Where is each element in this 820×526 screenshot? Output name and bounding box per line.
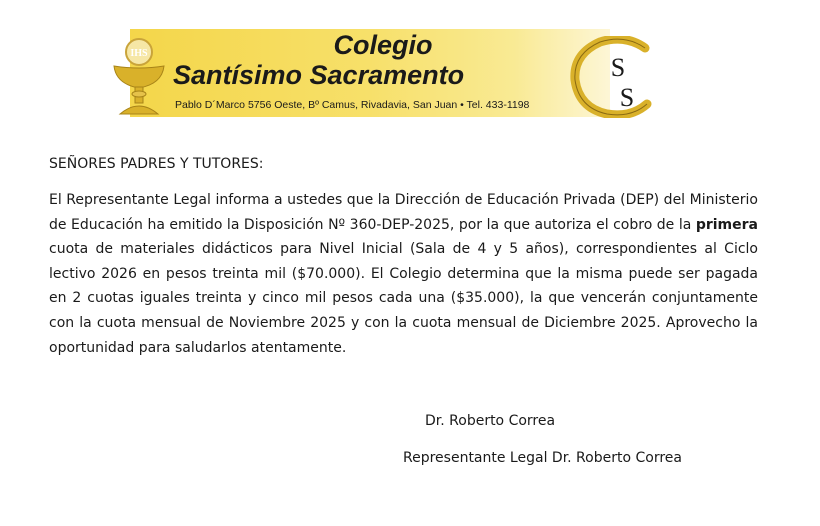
letter-body-bold: primera	[695, 216, 758, 233]
letter-body-part1: El Representante Legal informa a ustedes que la Dirección de Educación Privada (DEP) del Ministerio de Educación ha emitido la Disposición Nº 360-DEP-2025, por la que autoriza el cobro de la	[49, 192, 758, 233]
monogram-letter-bottom: S	[619, 83, 635, 112]
letter-body	[49, 188, 758, 360]
host-label: IHS	[130, 48, 148, 59]
signature-title: Representante Legal Dr. Roberto Correa	[403, 450, 682, 466]
signature-name: Dr. Roberto Correa	[425, 413, 556, 429]
school-title-line1: Colegio	[333, 30, 433, 60]
chalice-logo-icon	[108, 36, 170, 118]
letterhead	[108, 24, 663, 122]
salutation: SEÑORES PADRES Y TUTORES:	[49, 156, 264, 172]
school-address: Pablo D´Marco 5756 Oeste, Bº Camus, Rivadavia, San Juan • Tel. 433-1198	[175, 99, 530, 111]
school-title-line2: Santísimo Sacramento	[173, 60, 465, 90]
monogram-letter-top: S	[610, 53, 626, 82]
letter-body-part2: cuota de materiales didácticos para Nivel Inicial (Sala de 4 y 5 años), correspondientes al Ciclo lectivo 2026 en pesos treinta mil ($70.000). El Colegio determina que la misma puede ser pagada en 2 cuotas iguales treinta y cinco mil pesos cada una ($35.000), la que vencerán conjuntamente con la cuota mensual de Noviembre 2025 y con la cuota mensual de Diciembre 2025. Aprovecho la oportunidad para saludarlos atentamente.	[49, 241, 758, 356]
css-monogram-icon	[565, 36, 663, 118]
